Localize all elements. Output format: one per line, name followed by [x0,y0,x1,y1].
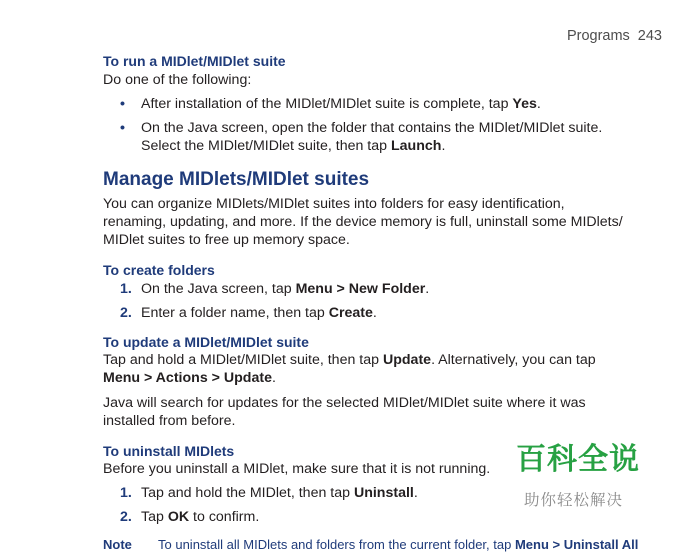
step-number: 2. [120,509,132,525]
manage-line-1: You can organize MIDlets/MIDlet suites into folders for easy identification, [103,196,565,212]
note-text: To uninstall all MIDlets and folders from the current folder, tap Menu > Uninstall All [158,537,639,552]
run-bullet-2-line1: On the Java screen, open the folder that contains the MIDlet/MIDlet suite. [141,120,603,136]
update-para-2-line-1: Java will search for updates for the selected MIDlet/MIDlet suite where it was [103,395,586,411]
uninstall-intro: Before you uninstall a MIDlet, make sure that it is not running. [103,461,491,477]
step-number: 1. [120,485,132,501]
uninstall-heading: To uninstall MIDlets [103,443,235,459]
run-bullet-1-text: After installation of the MIDlet/MIDlet suite is complete, tap Yes. [141,96,541,112]
bullet-mark: • [120,120,125,136]
bullet-mark: • [120,96,125,112]
manage-line-3: MIDlet suites to free up memory space. [103,232,350,248]
update-line-2: Menu > Actions > Update. [103,370,276,386]
section-name: Programs [566,28,630,44]
create-heading: To create folders [103,262,215,278]
create-step-2-text: Enter a folder name, then tap Create. [141,305,377,321]
run-bullet-2-line2: Select the MIDlet/MIDlet suite, then tap Launch. [141,138,446,154]
update-line-1: Tap and hold a MIDlet/MIDlet suite, then tap Update. Alternatively, you can tap [103,352,596,368]
watermark-slogan: 助你轻松解决 [524,491,624,509]
page-header [567,27,662,45]
manage-line-2: renaming, updating, and more. If the device memory is full, uninstall some MIDlets/ [103,214,623,230]
page-number: 243 [637,28,662,44]
update-para-2-line-2: installed from before. [103,413,236,429]
run-heading: To run a MIDlet/MIDlet suite [103,53,286,69]
update-heading: To update a MIDlet/MIDlet suite [103,334,309,350]
note-label: Note [103,537,132,552]
step-number: 2. [120,305,132,321]
manage-heading: Manage MIDlets/MIDlet suites [103,169,370,190]
uninstall-step-2-text: Tap OK to confirm. [141,509,260,525]
create-step-1-text: On the Java screen, tap Menu > New Folder. [141,281,430,297]
watermark-logo-text: 百科全说 [516,442,640,477]
step-number: 1. [120,281,132,297]
uninstall-step-1-text: Tap and hold the MIDlet, then tap Uninstall. [141,485,418,501]
run-intro: Do one of the following: [103,72,252,88]
